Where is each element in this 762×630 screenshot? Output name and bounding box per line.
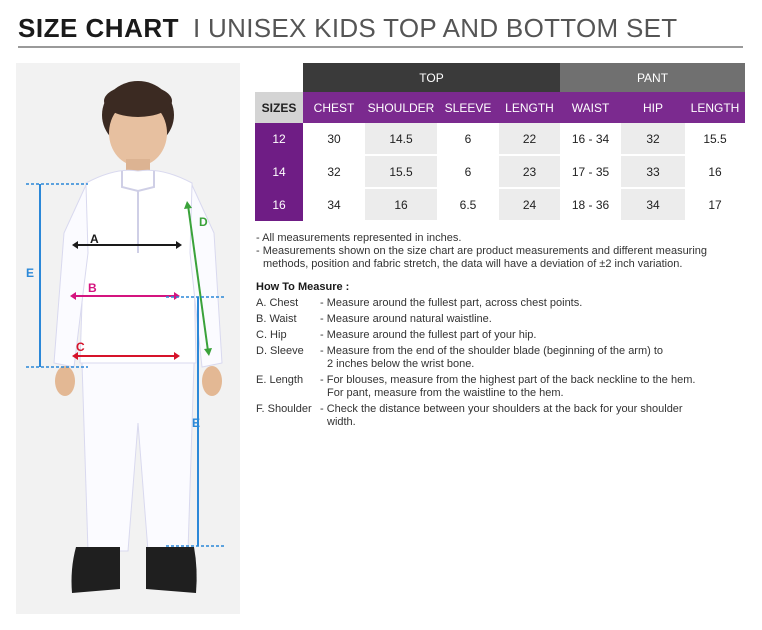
how-to-list <box>256 297 751 432</box>
col-chest: CHEST <box>303 92 365 123</box>
size-cell: 12 <box>255 123 303 155</box>
measure-desc: - For blouses, measure from the highest part of the back neckline to the hem. <box>320 374 696 386</box>
table-cell: 17 <box>685 188 745 221</box>
table-cell: 33 <box>621 155 685 188</box>
page-title <box>18 12 677 44</box>
measure-term: E. Length <box>256 374 304 386</box>
table-cell: 32 <box>621 123 685 155</box>
title-subtitle: I UNISEX KIDS TOP AND BOTTOM SET <box>193 13 678 43</box>
table-cell: 30 <box>303 123 365 155</box>
table-cell: 24 <box>499 188 560 221</box>
title-main: SIZE CHART <box>18 13 179 43</box>
col-sizes: SIZES <box>255 92 303 123</box>
table-cell: 16 <box>365 188 437 221</box>
size-cell: 14 <box>255 155 303 188</box>
measure-desc-cont: For pant, measure from the waistline to the hem. <box>327 387 564 399</box>
col-shoulder: SHOULDER <box>365 92 437 123</box>
measure-term: D. Sleeve <box>256 345 304 357</box>
size-chart-table <box>255 63 745 222</box>
right-shoe <box>146 547 197 593</box>
measure-desc-cont: 2 inches below the wrist bone. <box>327 358 475 370</box>
table-cell: 18 - 36 <box>560 188 621 221</box>
table-cell: 23 <box>499 155 560 188</box>
list-item <box>256 403 751 429</box>
measure-term: A. Chest <box>256 297 299 309</box>
how-to-title: How To Measure : <box>256 281 350 293</box>
group-header-row <box>255 63 745 92</box>
column-header-row <box>255 92 745 123</box>
pants <box>82 363 194 551</box>
list-item <box>256 345 751 371</box>
list-item <box>256 313 751 326</box>
left-hand <box>55 366 75 396</box>
right-hand <box>202 366 222 396</box>
table-cell: 6 <box>437 123 499 155</box>
d-label: D <box>199 215 208 229</box>
left-shoe <box>72 547 121 593</box>
col-sleeve: SLEEVE <box>437 92 499 123</box>
c-label: C <box>76 340 85 354</box>
table-cell: 34 <box>621 188 685 221</box>
size-cell: 16 <box>255 188 303 221</box>
table-cell: 22 <box>499 123 560 155</box>
note-2-cont: methods, position and fabric stretch, the data will have a deviation of ±2 inch variation. <box>263 258 683 270</box>
list-item <box>256 374 751 400</box>
col-length-top: LENGTH <box>499 92 560 123</box>
group-pant: PANT <box>560 63 745 92</box>
model-illustration <box>16 63 240 614</box>
table-row <box>255 123 745 155</box>
col-length-pant: LENGTH <box>685 92 745 123</box>
measure-term: B. Waist <box>256 313 297 325</box>
table-cell: 6.5 <box>437 188 499 221</box>
table-cell: 15.5 <box>365 155 437 188</box>
b-label: B <box>88 281 97 295</box>
e-top-label: E <box>26 266 35 280</box>
table-cell: 32 <box>303 155 365 188</box>
table-row <box>255 155 745 188</box>
measure-desc: - Measure around the fullest part, across chest points. <box>320 297 583 309</box>
table-cell: 15.5 <box>685 123 745 155</box>
measurement-photo <box>16 63 240 614</box>
note-2: - Measurements shown on the size chart are product measurements and different measuring <box>256 245 708 257</box>
a-label: A <box>90 232 99 246</box>
table-cell: 34 <box>303 188 365 221</box>
measure-desc: - Measure around natural waistline. <box>320 313 492 325</box>
table-cell: 6 <box>437 155 499 188</box>
table-cell: 16 - 34 <box>560 123 621 155</box>
group-top: TOP <box>303 63 560 92</box>
table-cell: 17 - 35 <box>560 155 621 188</box>
measure-desc: - Measure around the fullest part of your hip. <box>320 329 537 341</box>
e-pant-label: E <box>192 416 201 430</box>
measure-desc-cont: width. <box>327 416 356 428</box>
notes <box>256 232 751 271</box>
title-divider <box>18 46 743 48</box>
table-row <box>255 188 745 221</box>
measure-desc: - Measure from the end of the shoulder blade (beginning of the arm) to <box>320 345 664 357</box>
note-1: - All measurements represented in inches. <box>256 232 462 244</box>
measure-term: F. Shoulder <box>256 403 312 415</box>
table-cell: 14.5 <box>365 123 437 155</box>
measure-term: C. Hip <box>256 329 287 341</box>
col-hip: HIP <box>621 92 685 123</box>
measure-desc: - Check the distance between your shoulders at the back for your shoulder <box>320 403 683 415</box>
table-cell: 16 <box>685 155 745 188</box>
col-waist: WAIST <box>560 92 621 123</box>
list-item <box>256 297 751 310</box>
list-item <box>256 329 751 342</box>
